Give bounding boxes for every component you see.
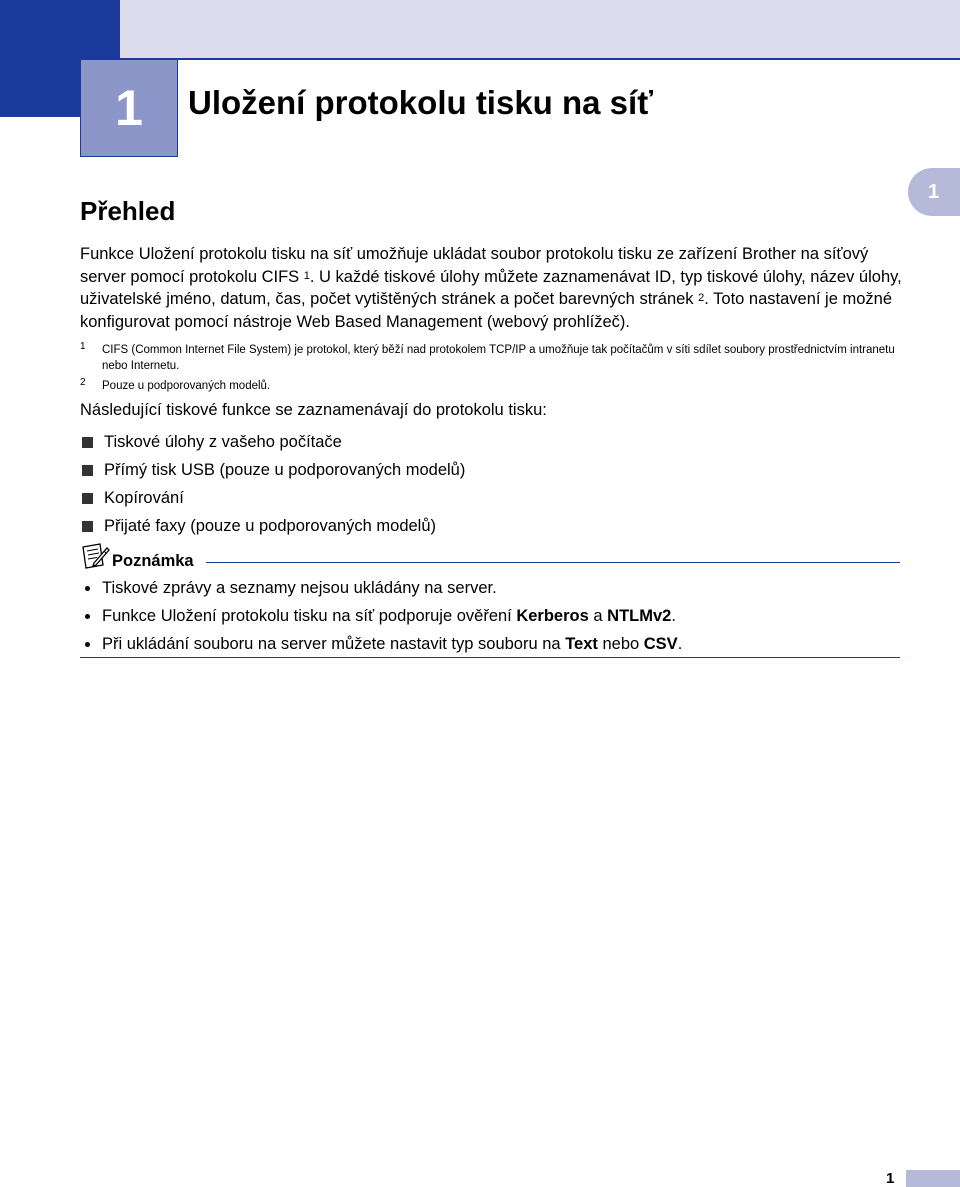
note-item bbox=[80, 574, 682, 602]
note-text: a bbox=[588, 606, 608, 625]
header-rule bbox=[120, 58, 960, 60]
header-band bbox=[0, 0, 960, 58]
list-item-text: Tiskové úlohy z vašeho počítače bbox=[104, 432, 342, 451]
list-item bbox=[80, 512, 465, 540]
chapter-side-tab bbox=[908, 168, 960, 216]
chapter-title: Uložení protokolu tisku na síť bbox=[188, 84, 654, 121]
note-bold-term: CSV bbox=[643, 634, 678, 653]
feature-list bbox=[80, 428, 465, 540]
square-bullet-icon bbox=[82, 521, 93, 532]
note-bold-term: Text bbox=[565, 634, 598, 653]
note-bottom-rule bbox=[80, 657, 900, 658]
footnote-number: 2 bbox=[80, 377, 86, 388]
square-bullet-icon bbox=[82, 437, 93, 448]
chapter-number: 1 bbox=[80, 59, 178, 157]
features-intro: Následující tiskové funkce se zaznamenávají do protokolu tisku: bbox=[80, 401, 547, 419]
intro-paragraph bbox=[80, 243, 910, 334]
list-item-text: Kopírování bbox=[104, 488, 184, 507]
note-text: nebo bbox=[597, 634, 644, 653]
footnote-number: 1 bbox=[80, 341, 86, 352]
bullet-dot-icon bbox=[85, 586, 90, 591]
note-text: Při ukládání souboru na server můžete nastavit typ souboru na bbox=[102, 634, 566, 653]
note-pencil-icon bbox=[80, 541, 110, 571]
list-item bbox=[80, 484, 465, 512]
list-item-text: Přímý tisk USB (pouze u podporovaných modelů) bbox=[104, 460, 466, 479]
note-text: . bbox=[677, 634, 683, 653]
note-text: . bbox=[671, 606, 676, 625]
footnote-text: Pouze u podporovaných modelů. bbox=[102, 380, 271, 392]
note-rule bbox=[206, 562, 900, 563]
list-item-text: Přijaté faxy (pouze u podporovaných modelů) bbox=[104, 516, 437, 535]
page-number: 1 bbox=[886, 1170, 895, 1187]
note-item-text: Tiskové zprávy a seznamy nejsou ukládány na server. bbox=[102, 578, 497, 597]
note-text: Funkce Uložení protokolu tisku na síť podporuje ověření bbox=[102, 606, 517, 625]
footnote-text: CIFS (Common Internet File System) je protokol, který běží nad protokolem TCP/IP a umožňuje tak počítačům v síti sdílet soubory prostřednictvím intranetu nebo Internetu. bbox=[102, 344, 895, 372]
square-bullet-icon bbox=[82, 493, 93, 504]
side-tab-number: 1 bbox=[928, 180, 940, 203]
footnote-ref-2: 2 bbox=[698, 292, 705, 305]
page-tab bbox=[906, 1170, 960, 1187]
list-item bbox=[80, 456, 465, 484]
intro-text-2: . U každé tiskové úlohy můžete zaznamenávat ID, typ tiskové úlohy, název úlohy, uživatelské jméno, datum, čas, počet vytištěných stránek a počet barevných stránek bbox=[80, 267, 902, 309]
section-title: Přehled bbox=[80, 196, 176, 226]
intro-text-3: . Toto nastavení je možné konfigurovat pomocí nástroje Web Based Management (webový prohlížeč). bbox=[80, 290, 892, 332]
note-item bbox=[80, 630, 682, 658]
footnote-ref-1: 1 bbox=[303, 269, 310, 282]
note-bold-term: NTLMv2 bbox=[607, 606, 672, 625]
bullet-dot-icon bbox=[85, 614, 90, 619]
note-list bbox=[80, 574, 682, 658]
square-bullet-icon bbox=[82, 465, 93, 476]
note-label: Poznámka bbox=[112, 552, 194, 570]
note-item bbox=[80, 602, 682, 630]
bullet-dot-icon bbox=[85, 642, 90, 647]
intro-text-1: Funkce Uložení protokolu tisku na síť umožňuje ukládat soubor protokolu tisku ze zařízení Brother na síťový server pomocí protokolu CIFS bbox=[80, 245, 869, 286]
list-item bbox=[80, 428, 465, 456]
note-bold-term: Kerberos bbox=[516, 606, 589, 625]
